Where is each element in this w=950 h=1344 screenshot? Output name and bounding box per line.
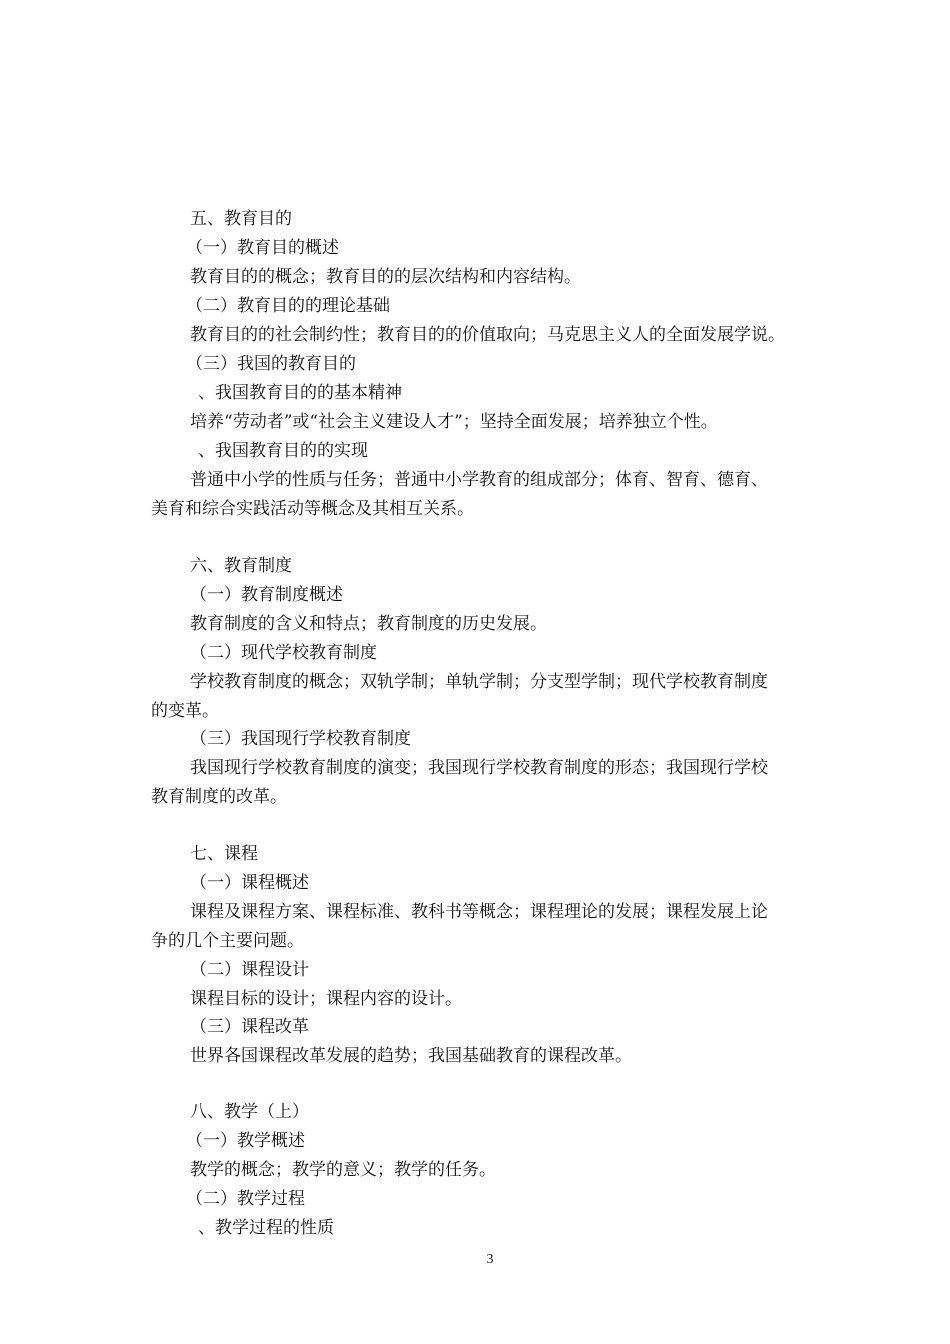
body-text: 课程目标的设计；课程内容的设计。 bbox=[190, 989, 462, 1009]
body-text: 的变革。 bbox=[151, 701, 219, 721]
subsection-heading: （三）我国的教育目的 bbox=[186, 354, 356, 374]
body-text: 培养“劳动者”或“社会主义建设人才”；坚持全面发展；培养独立个性。 bbox=[190, 412, 718, 432]
body-text: 我国现行学校教育制度的演变；我国现行学校教育制度的形态；我国现行学校 bbox=[190, 758, 768, 778]
body-text: 教育目的的概念；教育目的的层次结构和内容结构。 bbox=[190, 267, 581, 287]
subsection-heading: （三）我国现行学校教育制度 bbox=[190, 729, 411, 749]
subsection-heading: （二）教育目的的理论基础 bbox=[186, 296, 390, 316]
body-text: 世界各国课程改革发展的趋势；我国基础教育的课程改革。 bbox=[190, 1046, 632, 1066]
body-text: 教学的概念；教学的意义；教学的任务。 bbox=[190, 1160, 496, 1180]
subsection-heading: （二）课程设计 bbox=[190, 960, 309, 980]
body-text: 学校教育制度的概念；双轨学制；单轨学制；分支型学制；现代学校教育制度 bbox=[190, 672, 768, 692]
body-text: 课程及课程方案、课程标准、教科书等概念；课程理论的发展；课程发展上论 bbox=[190, 902, 768, 922]
page-number: 3 bbox=[486, 1252, 494, 1267]
body-text: 争的几个主要问题。 bbox=[151, 931, 304, 951]
subsection-heading: （二）现代学校教育制度 bbox=[190, 643, 377, 663]
subsection-heading: （一）教育目的概述 bbox=[186, 238, 339, 258]
item-heading: 、我国教育目的的实现 bbox=[198, 441, 368, 461]
subsection-heading: （一）课程概述 bbox=[190, 873, 309, 893]
subsection-heading: （二）教学过程 bbox=[186, 1189, 305, 1209]
body-text: 美育和综合实践活动等概念及其相互关系。 bbox=[151, 499, 474, 519]
subsection-heading: （一）教育制度概述 bbox=[190, 585, 343, 605]
section-heading: 八、教学（上） bbox=[190, 1102, 309, 1122]
body-text: 教育目的的社会制约性；教育目的的价值取向；马克思主义人的全面发展学说。 bbox=[190, 325, 785, 345]
body-text: 教育制度的含义和特点；教育制度的历史发展。 bbox=[190, 614, 547, 634]
item-heading: 、我国教育目的的基本精神 bbox=[198, 383, 402, 403]
body-text: 普通中小学的性质与任务；普通中小学教育的组成部分；体育、智育、德育、 bbox=[190, 470, 768, 490]
subsection-heading: （一）教学概述 bbox=[186, 1131, 305, 1151]
subsection-heading: （三）课程改革 bbox=[190, 1017, 309, 1037]
section-heading: 七、课程 bbox=[190, 844, 258, 864]
section-heading: 六、教育制度 bbox=[190, 556, 292, 576]
section-heading: 五、教育目的 bbox=[190, 209, 292, 229]
item-heading: 、教学过程的性质 bbox=[198, 1218, 334, 1238]
body-text: 教育制度的改革。 bbox=[151, 787, 287, 807]
